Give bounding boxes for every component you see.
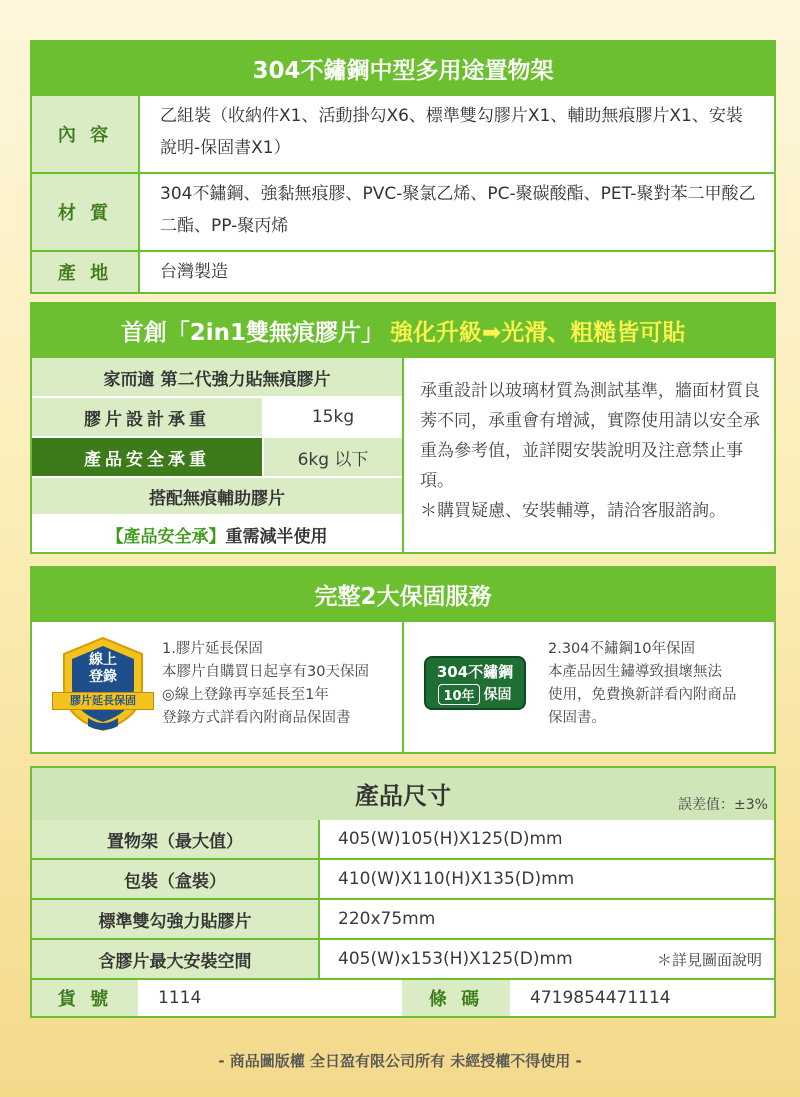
divider (318, 820, 320, 978)
aux-label: 搭配無痕輔助膠片 (32, 478, 402, 514)
spec-value-material: 304不鏽鋼、強黏無痕膠、PVC-聚氯乙烯、PC-聚碳酸酯、PET-聚對苯二甲酸乙二酯、PP-聚丙烯 (160, 184, 756, 236)
adhesive-note (420, 376, 760, 526)
spec-title: 304不鏽鋼中型多用途置物架 (30, 40, 776, 96)
dim-value-install-space (320, 940, 774, 978)
dimensions-title: 產品尺寸 (355, 782, 451, 810)
halve-text: 重需減半使用 (225, 526, 328, 547)
tolerance: 誤差值：±3% (678, 797, 768, 813)
spec-label-material: 材 質 (32, 174, 138, 250)
safe-load-value: 6kg 以下 (264, 438, 402, 476)
barcode-label: 條 碼 (402, 980, 510, 1016)
dim-label-rack: 置物架（最大值） (32, 820, 318, 858)
warranty-item-2-line: 使用，免費換新詳看內附商品 (548, 687, 737, 703)
halve-note (32, 516, 402, 552)
badge2-year: 10年 (438, 684, 479, 705)
dim-value-rack: 405(W)105(H)X125(D)mm (320, 820, 774, 858)
copyright-footer: - 商品圖版權 全日盈有限公司所有 未經授權不得使用 - (218, 1052, 582, 1070)
badge2-text: 保固 (483, 687, 512, 703)
adhesive-title-a: 首創「2in1雙無痕膠片」 (120, 319, 384, 346)
spec-label-origin: 產 地 (32, 252, 138, 292)
warranty-item-1-line: 登錄方式詳看內附商品保固書 (162, 710, 351, 726)
dim-label-install-space: 含膠片最大安裝空間 (32, 940, 318, 978)
warranty-title: 完整2大保固服務 (30, 566, 776, 622)
divider (402, 358, 404, 552)
adhesive-sub-title: 家而適 第二代強力貼無痕膠片 (32, 358, 402, 396)
warranty-item-2-line: 保固書。 (548, 710, 606, 726)
warranty-item-1-line: 本膠片自購買日起享有30天保固 (162, 664, 369, 680)
spec-label-content: 內 容 (32, 96, 138, 172)
item-no-label: 貨 號 (32, 980, 138, 1016)
divider (402, 622, 404, 752)
warranty-item-2-line: 本產品因生鏽導致損壞無法 (548, 664, 722, 680)
item-no-value: 1114 (140, 980, 402, 1016)
adhesive-note-service: ＊購買疑慮、安裝輔導，請洽客服諮詢。 (420, 501, 726, 521)
warranty-item-2 (548, 638, 770, 730)
dim-value-package: 410(W)X110(H)X135(D)mm (320, 860, 774, 898)
online-register-badge (58, 636, 148, 732)
warranty-item-2-title: 2.304不鏽鋼10年保固 (548, 641, 695, 657)
adhesive-note-text: 承重設計以玻璃材質為測試基準，牆面材質良莠不同，承重會有增減，實際使用請以安全承重為參考值，並詳閱安裝說明及注意禁止事項。 (420, 381, 760, 491)
warranty-item-1-title: 1.膠片延長保固 (162, 641, 263, 657)
dim-value-adhesive: 220x75mm (320, 900, 774, 938)
barcode-value: 4719854471114 (512, 980, 774, 1016)
warranty-item-1 (162, 638, 398, 730)
divider (138, 96, 140, 292)
warranty-item-1-line: ◎線上登錄再享延長至1年 (162, 687, 329, 703)
design-load-label: 膠片設計承重 (32, 398, 262, 436)
badge-line2: 登錄 (89, 669, 117, 685)
dim-label-adhesive: 標準雙勾強力貼膠片 (32, 900, 318, 938)
install-space-note: ＊詳見圖面說明 (656, 950, 762, 969)
install-space-value: 405(W)x153(H)X125(D)mm (338, 949, 573, 969)
steel-warranty-badge (424, 656, 526, 710)
halve-bracket: 【產品安全承】 (106, 526, 226, 547)
badge2-top: 304不鏽鋼 (436, 663, 514, 681)
design-load-value: 15kg (264, 398, 402, 436)
spec-value-content: 乙組裝（收納件X1、活動掛勾X6、標準雙勾膠片X1、輔助無痕膠片X1、安裝說明-保固書X1） (160, 106, 743, 158)
badge-ribbon: 膠片延長保固 (52, 692, 154, 710)
badge-line1: 線上 (89, 652, 117, 668)
adhesive-title-b: 強化升級➡光滑、粗糙皆可貼 (389, 319, 686, 346)
spec-value-origin: 台灣製造 (160, 262, 228, 282)
safe-load-label: 產品安全承重 (32, 438, 262, 476)
dim-label-package: 包裝（盒裝） (32, 860, 318, 898)
adhesive-title (30, 302, 776, 358)
